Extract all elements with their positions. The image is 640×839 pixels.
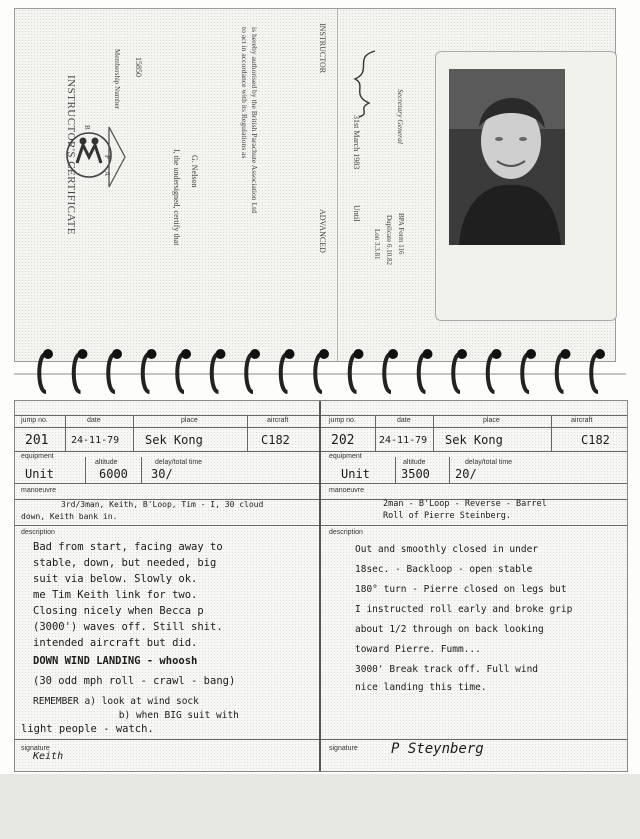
binding-ring [384,354,391,392]
binding-ring [488,354,495,392]
jump-number: 201 [25,433,49,448]
issue-line-2: Duplicate 6.10.82 [385,215,393,265]
membership-label: Membership Number [113,49,121,110]
col-line [247,415,248,451]
until-label: Until [352,205,361,222]
category-label: INSTRUCTOR [318,23,327,74]
row-line [321,739,627,740]
binding-ring-top [423,349,433,359]
description-line: light people - watch. [21,723,154,735]
binding-ring [419,354,426,392]
page-bottom-edge [0,774,640,839]
description-line: suit via below. Slowly ok. [33,573,198,585]
binding-ring [350,354,357,392]
description-line: (3000') waves off. Still shit. [33,621,223,633]
description-line: 18sec. - Backloop - open stable [355,564,533,575]
row-line [15,451,319,452]
header-aircraft: aircraft [571,417,593,424]
jump-signature: P Steynberg [391,741,484,757]
row-line [321,415,627,416]
header-date: date [397,417,411,424]
binding-ring [177,354,184,392]
description-line: intended aircraft but did. [33,637,198,649]
binding-ring-top [181,349,191,359]
col-line [433,415,434,451]
bpa-logo-icon [59,117,131,197]
binding-ring [246,354,253,392]
until-value: 31st March 1983 [352,115,361,170]
col-line [141,457,142,483]
col-line [85,457,86,483]
description-line: stable, down, but needed, big [33,557,217,569]
header-equipment: equipment [21,453,54,460]
jump-equipment: Unit [25,467,54,481]
description-line: toward Pierre. Fumm... [355,644,481,655]
header-signature: signature [329,745,358,752]
jump-date: 24-11-79 [71,435,120,446]
binding-ring-top [250,349,260,359]
header-place: place [483,417,500,424]
row-line [321,427,627,428]
header-place: place [181,417,198,424]
binding-ring [212,354,219,392]
description-line: 3000' Break track off. Full wind [355,664,539,675]
binding-ring-top [354,349,364,359]
binding-ring-top [526,349,536,359]
binding-ring-top [492,349,502,359]
binding-ring-top [78,349,88,359]
secretary-signature [345,47,381,119]
header-signature: signature [21,745,50,752]
jump-delay: 20/ [455,467,477,481]
binding-ring-top [319,349,329,359]
jump-altitude: 3500 [401,467,430,481]
binding-ring [522,354,529,392]
category-value: ADVANCED [318,209,327,253]
logo-letter-b: B [83,125,91,130]
binding-rings [39,349,605,392]
holder-name: G. Nelson [190,155,199,188]
jump-log-page [14,400,628,772]
row-line [321,451,627,452]
binding-ring-top [147,349,157,359]
col-line [375,415,376,451]
binding-ring [39,354,46,392]
binding-ring [143,354,150,392]
jump-place: Sek Kong [145,433,203,447]
description-line: (30 odd mph roll - crawl - bang) [33,675,236,687]
row-line [321,483,627,484]
header-manoeuvre: manoeuvre [21,487,57,494]
binding-ring-top [216,349,226,359]
jump-signature: Keith [33,751,64,762]
header-description: description [329,529,363,536]
description-line: Bad from start, facing away to [33,541,223,553]
jump-delay: 30/ [151,467,173,481]
header-jump-no: jump no. [329,417,356,424]
certificate-title: INSTRUCTOR'S CERTIFICATE [65,75,77,236]
description-line: I instructed roll early and broke grip [355,604,573,615]
col-line [551,415,552,451]
header-description: description [21,529,55,536]
col-line [449,457,450,483]
jump-manoeuvre-line-2: Roll of Pierre Steinberg. [383,511,511,521]
instructor-certificate [14,8,616,362]
header-delay: delay/total time [465,459,513,466]
holder-photo [449,69,565,245]
binding-ring-top [388,349,398,359]
row-line [15,427,319,428]
jump-manoeuvre-line-1: 2man - B'Loop - Reverse - Barrel [383,499,547,509]
header-jump-no: jump no. [21,417,48,424]
header-delay: delay/total time [155,459,203,466]
binding-ring-top [457,349,467,359]
description-line: Out and smoothly closed in under [355,544,539,555]
binding-ring [74,354,81,392]
logo-letter-a: A [103,171,111,177]
binding-ring [591,354,598,392]
description-line: 180° turn - Pierre closed on legs but [355,584,567,595]
binding-ring [108,354,115,392]
row-line [321,525,627,526]
description-line: REMEMBER a) look at wind sock [33,696,199,707]
jump-equipment: Unit [341,467,370,481]
binding-ring-top [112,349,122,359]
logo-letter-p: P [103,155,111,159]
binding-ring [453,354,460,392]
binding-ring-top [43,349,53,359]
jump-manoeuvre-line-1: 3rd/3man, Keith, B'Loop, Tim - I, 30 cloud [61,500,264,509]
binding-ring [281,354,288,392]
binding-ring [315,354,322,392]
description-line: about 1/2 through on back looking [355,624,544,635]
row-line [15,415,319,416]
header-manoeuvre: manoeuvre [329,487,365,494]
spiral-binding [0,340,640,402]
jump-aircraft: C182 [261,433,290,447]
binding-ring-top [561,349,571,359]
certify-line: I, the undersigned, certify that [172,149,181,246]
page-divider [319,401,321,771]
jump-date: 24-11-79 [379,435,428,446]
jump-manoeuvre-line-2: down, Keith bank in. [21,512,118,521]
binding-ring-top [285,349,295,359]
col-line [133,415,134,451]
description-line: Closing nicely when Becca p [33,605,204,617]
jump-place: Sek Kong [445,433,503,447]
jump-altitude: 6000 [99,467,128,481]
row-line [15,525,319,526]
header-altitude: altitude [95,459,118,466]
certificate-fold [337,9,338,361]
description-line: me Tim Keith link for two. [33,589,198,601]
description-line: DOWN WIND LANDING - whoosh [33,655,198,667]
issue-line-3: BPA Form 116 [397,213,405,255]
col-line [395,457,396,483]
binding-ring-top [595,349,605,359]
row-line [15,483,319,484]
header-aircraft: aircraft [267,417,289,424]
signature-role: Secretary General [396,89,405,144]
header-altitude: altitude [403,459,426,466]
description-line: nice landing this time. [355,682,487,693]
membership-number: 15850 [134,57,143,77]
authorised-text: is hereby authorised by the British Parachute Association Ltd to act in accordance with its Regulations as [240,27,259,214]
description-line: b) when BIG suit with [33,710,239,721]
header-equipment: equipment [329,453,362,460]
col-line [65,415,66,451]
binding-ring [557,354,564,392]
jump-number: 202 [331,433,355,448]
issue-line-1: Lon 3.3.81 [373,229,381,260]
jump-aircraft: C182 [581,433,610,447]
header-date: date [87,417,101,424]
